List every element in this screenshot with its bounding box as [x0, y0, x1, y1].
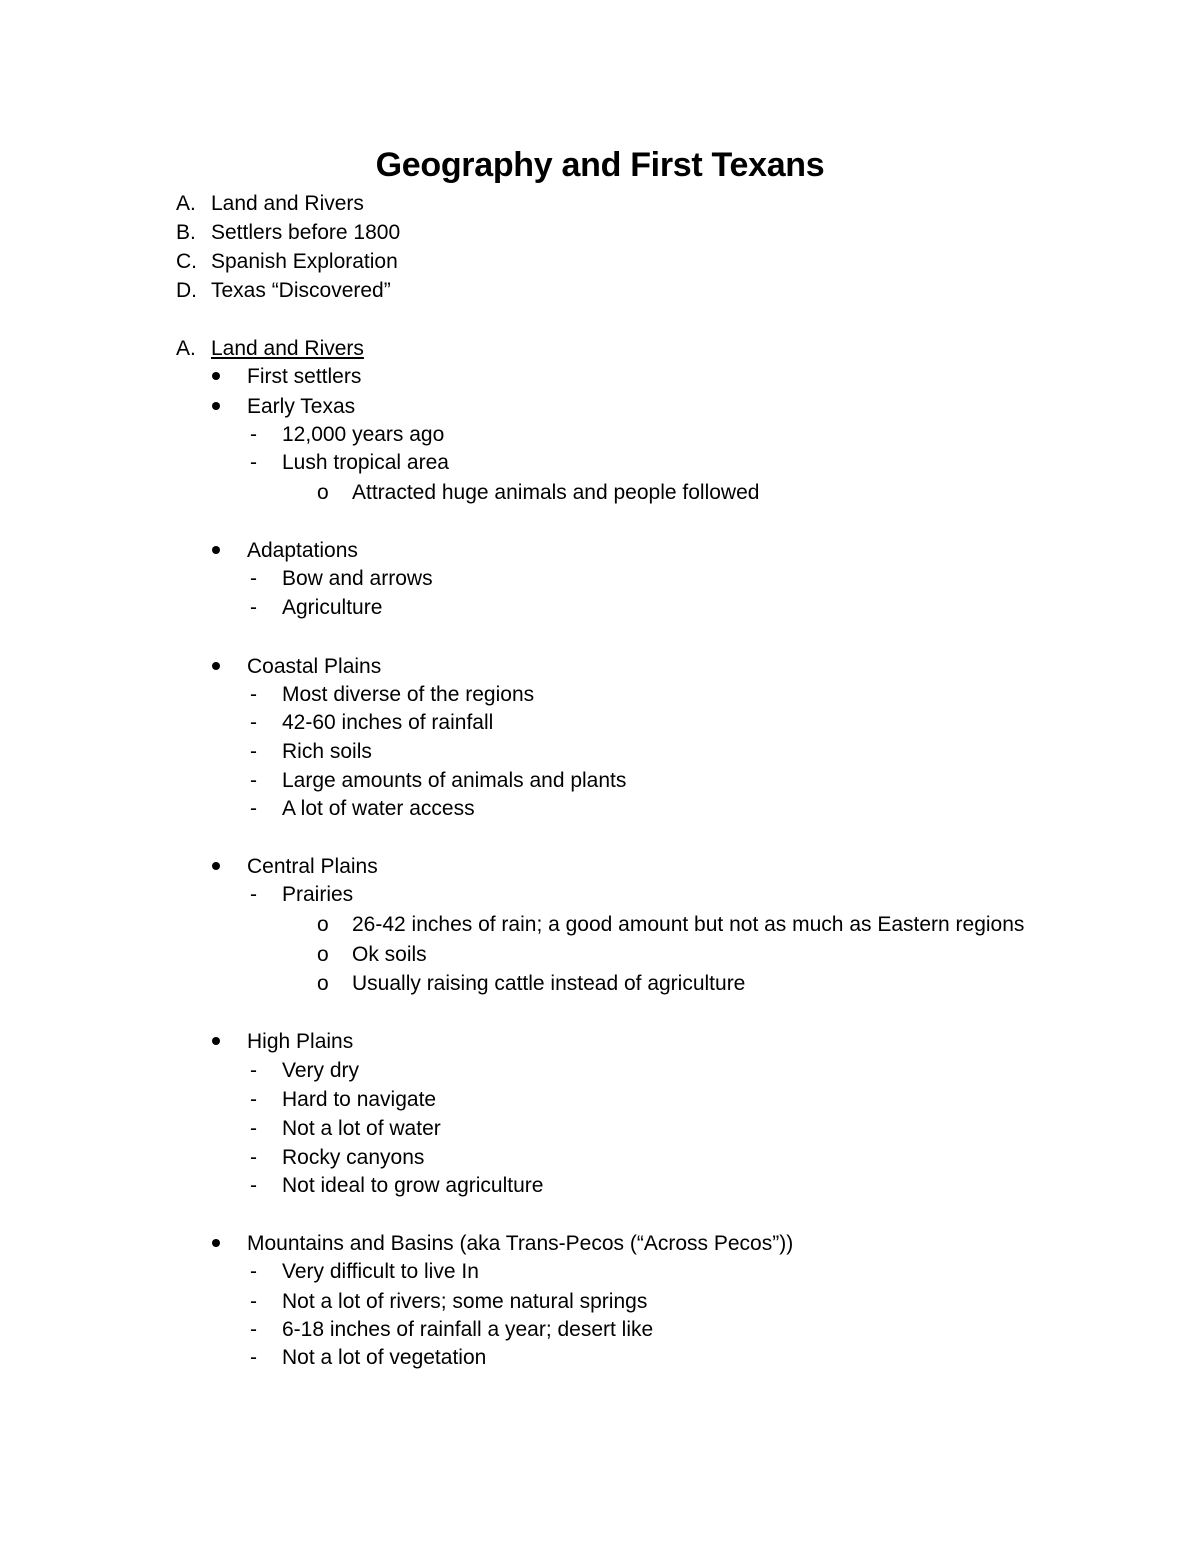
list-item: 42-60 inches of rainfall: [282, 711, 494, 734]
bullet-icon: [212, 1037, 220, 1045]
dash-marker: -: [250, 1290, 257, 1313]
bullet-label: High Plains: [247, 1030, 354, 1053]
dash-marker: -: [250, 1318, 257, 1341]
sub-list-item: Attracted huge animals and people followed: [352, 481, 760, 504]
dash-marker: -: [250, 711, 257, 734]
list-item: Not a lot of rivers; some natural springs: [282, 1290, 648, 1313]
dash-marker: -: [250, 423, 257, 446]
list-item: Very difficult to live In: [282, 1260, 479, 1283]
circle-marker: o: [317, 972, 329, 995]
list-item: Hard to navigate: [282, 1088, 437, 1111]
list-item: 6-18 inches of rainfall a year; desert like: [282, 1318, 654, 1341]
section-heading: Land and Rivers: [211, 337, 364, 360]
outline-marker: B.: [176, 221, 196, 244]
dash-marker: -: [250, 883, 257, 906]
dash-marker: -: [250, 567, 257, 590]
list-item: 12,000 years ago: [282, 423, 445, 446]
outline-item: Spanish Exploration: [211, 250, 398, 273]
bullet-icon: [212, 372, 220, 380]
outline-item: Texas “Discovered”: [211, 279, 391, 302]
list-item: Rocky canyons: [282, 1146, 425, 1169]
sub-list-item: Usually raising cattle instead of agriculture: [352, 972, 746, 995]
bullet-label: Adaptations: [247, 539, 358, 562]
outline-item: Land and Rivers: [211, 192, 364, 215]
list-item: Not a lot of water: [282, 1117, 441, 1140]
dash-marker: -: [250, 596, 257, 619]
bullet-icon: [212, 662, 220, 670]
sub-list-item: Ok soils: [352, 943, 427, 966]
dash-marker: -: [250, 1059, 257, 1082]
outline-marker: C.: [176, 250, 197, 273]
outline-marker: A.: [176, 192, 196, 215]
list-item: Large amounts of animals and plants: [282, 769, 627, 792]
outline-marker: D.: [176, 279, 197, 302]
dash-marker: -: [250, 451, 257, 474]
outline-item: Settlers before 1800: [211, 221, 401, 244]
bullet-icon: [212, 1239, 220, 1247]
list-item: A lot of water access: [282, 797, 475, 820]
bullet-icon: [212, 402, 220, 410]
circle-marker: o: [317, 943, 329, 966]
section-marker: A.: [176, 337, 196, 360]
bullet-label: Central Plains: [247, 855, 378, 878]
bullet-label: Mountains and Basins (aka Trans-Pecos (“Across Pecos”)): [247, 1232, 794, 1255]
list-item: Not a lot of vegetation: [282, 1346, 487, 1369]
list-item: Bow and arrows: [282, 567, 433, 590]
list-item: Most diverse of the regions: [282, 683, 535, 706]
list-item: Prairies: [282, 883, 354, 906]
list-item: Not ideal to grow agriculture: [282, 1174, 544, 1197]
dash-marker: -: [250, 797, 257, 820]
list-item: Agriculture: [282, 596, 383, 619]
list-item: Rich soils: [282, 740, 372, 763]
bullet-icon: [212, 546, 220, 554]
dash-marker: -: [250, 1346, 257, 1369]
dash-marker: -: [250, 740, 257, 763]
dash-marker: -: [250, 1260, 257, 1283]
bullet-label: Coastal Plains: [247, 655, 382, 678]
dash-marker: -: [250, 1146, 257, 1169]
circle-marker: o: [317, 913, 329, 936]
list-item: Very dry: [282, 1059, 360, 1082]
dash-marker: -: [250, 683, 257, 706]
bullet-icon: [212, 862, 220, 870]
dash-marker: -: [250, 1088, 257, 1111]
dash-marker: -: [250, 769, 257, 792]
dash-marker: -: [250, 1174, 257, 1197]
page-title: Geography and First Texans: [375, 146, 825, 184]
circle-marker: o: [317, 481, 329, 504]
sub-list-item: 26-42 inches of rain; a good amount but not as much as Eastern regions: [352, 913, 1025, 936]
bullet-label: First settlers: [247, 365, 362, 388]
dash-marker: -: [250, 1117, 257, 1140]
bullet-label: Early Texas: [247, 395, 356, 418]
list-item: Lush tropical area: [282, 451, 449, 474]
